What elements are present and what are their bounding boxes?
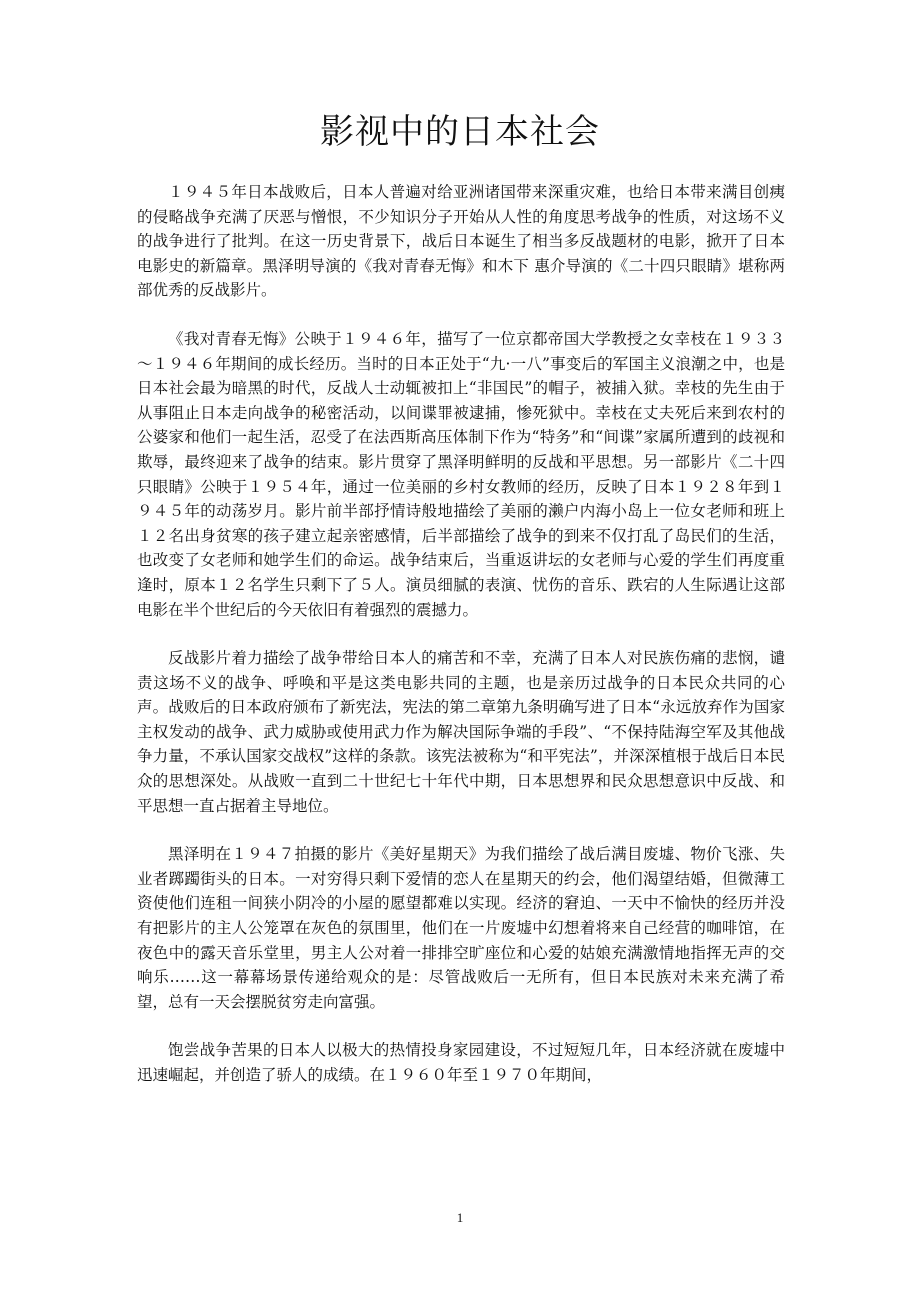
paragraph-4: 黑泽明在１９４７拍摄的影片《美好星期天》为我们描绘了战后满目废墟、物价飞涨、失业者踯躅街头的日本。一对穷得只剩下爱情的恋人在星期天的约会，他们渴望结婚，但微薄工资使他们连租一间狭小阴冷的小屋的愿望都难以实现。经济的窘迫、一天中不愉快的经历并没有把影片的主人公笼罩在灰色的氛围里，他们在一片废墟中幻想着将来自己经营的咖啡馆，在夜色中的露天音乐堂里，男主人公对着一排排空旷座位和心爱的姑娘充满激情地指挥无声的交响乐……这一幕幕场景传递给观众的是：尽管战败后一无所有，但日本民族对未来充满了希望，总有一天会摆脱贫穷走向富强。 bbox=[137, 845, 785, 1011]
paragraph-3: 反战影片着力描绘了战争带给日本人的痛苦和不幸，充满了日本人对民族伤痛的悲悯，谴责这场不义的战争、呼唤和平是这类电影共同的主题，也是亲历过战争的日本民众共同的心声。战败后的日本政府颁布了新宪法，宪法的第二章第九条明确写进了日本“永远放弃作为国家主权发动的战争、武力威胁或使用武力作为解决国际争端的手段”、“不保持陆海空军及其他战争力量，不承认国家交战权”这样的条款。该宪法被称为“和平宪法”，并深深植根于战后日本民众的思想深处。从战败一直到二十世纪七十年代中期，日本思想界和民众思想意识中反战、和平思想一直占据着主导地位。 bbox=[137, 649, 785, 815]
page-number: 1 bbox=[456, 1210, 464, 1225]
paragraph-1: １９４５年日本战败后，日本人普遍对给亚洲诸国带来深重灾难，也给日本带来满目创痍的侵略战争充满了厌恶与憎恨，不少知识分子开始从人性的角度思考战争的性质，对这场不义的战争进行了批判。在这一历史背景下，战后日本诞生了相当多反战题材的电影，掀开了日本电影史的新篇章。黑泽明导演的《我对青春无悔》和木下 惠介导演的《二十四只眼睛》堪称两部优秀的反战影片。 bbox=[137, 183, 785, 300]
article-body bbox=[137, 180, 785, 1112]
page-title: 影视中的日本社会 bbox=[320, 112, 600, 152]
paragraph-5: 饱尝战争苦果的日本人以极大的热情投身家园建设，不过短短几年，日本经济就在废墟中迅速崛起，并创造了骄人的成绩。在１９６０年至１９７０年期间， bbox=[137, 1041, 785, 1084]
paragraph-2: 《我对青春无悔》公映于１９４６年，描写了一位京都帝国大学教授之女幸枝在１９３３～１９４６年期间的成长经历。当时的日本正处于“九·一八”事变后的军国主义浪潮之中，也是日本社会最为暗黑的时代，反战人士动辄被扣上“非国民”的帽子，被捕入狱。幸枝的先生由于从事阻止日本走向战争的秘密活动，以间谍罪被逮捕，惨死狱中。幸枝在丈夫死后来到农村的公婆家和他们一起生活，忍受了在法西斯高压体制下作为“特务”和“间谍”家属所遭到的歧视和欺辱，最终迎来了战争的结束。影片贯穿了黑泽明鲜明的反战和平思想。另一部影片《二十四只眼睛》公映于１９５４年，通过一位美丽的乡村女教师的经历，反映了日本１９２８年到１９４５年的动荡岁月。影片前半部抒情诗般地描绘了美丽的濑户内海小岛上一位女老师和班上１２名出身贫寒的孩子建立起亲密感情，后半部描绘了战争的到来不仅打乱了岛民们的生活，也改变了女老师和她学生们的命运。战争结束后，当重返讲坛的女老师与心爱的学生们再度重逢时，原本１２名学生只剩下了５人。演员细腻的表演、忧伤的音乐、跌宕的人生际遇让这部电影在半个世纪后的今天依旧有着强烈的震撼力。 bbox=[137, 329, 785, 619]
